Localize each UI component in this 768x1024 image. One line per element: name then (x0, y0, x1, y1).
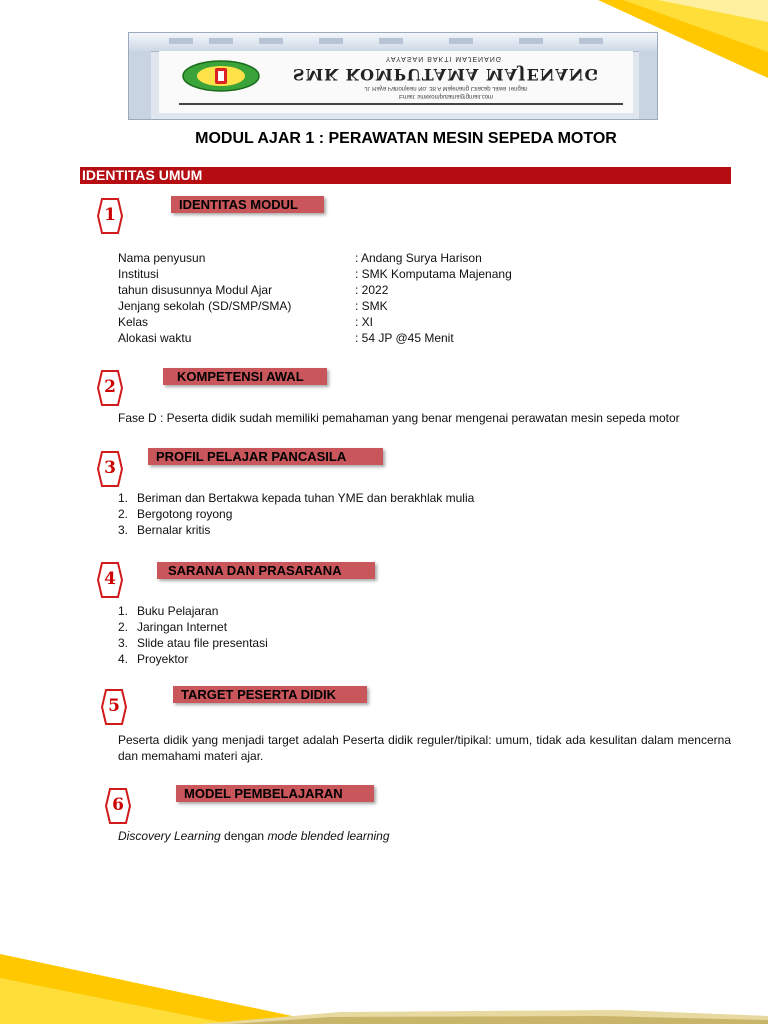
letterhead-rule (179, 103, 623, 105)
target-peserta-text: Peserta didik yang menjadi target adalah Peserta didik reguler/tipikal: umum, tidak ada kesulitan dalam mencerna dan memahami materi ajar. (118, 733, 731, 763)
field-label: Alokasi waktu (118, 331, 192, 345)
sarana-list (118, 603, 731, 667)
section-heading-identitas-umum: IDENTITAS UMUM (80, 167, 731, 184)
subheading-kompetensi-awal: KOMPETENSI AWAL (163, 368, 327, 385)
field-row (118, 314, 738, 330)
field-value: : XI (355, 315, 374, 329)
letterhead-paper (159, 51, 633, 113)
list-item: 2. Jaringan Internet (118, 620, 228, 634)
model-pembelajaran-text: Discovery Learning dengan mode blended learning (118, 829, 390, 843)
field-value: : Andang Surya Harison (355, 251, 482, 265)
list-item: 3. Bernalar kritis (118, 523, 211, 537)
profil-pelajar-list (118, 490, 731, 538)
field-label: Jenjang sekolah (SD/SMP/SMA) (118, 299, 292, 313)
subheading-identitas-modul: IDENTITAS MODUL (171, 196, 324, 213)
letterhead-contact: Email: smkkomputama@gmail.com (398, 93, 494, 99)
section-number-badge: 5 (101, 688, 127, 726)
field-row (118, 330, 738, 346)
list-item: 1. Buku Pelajaran (118, 604, 219, 618)
letterhead-foundation: YAYASAN BAKTI MAJENANG (385, 55, 503, 62)
document-title: MODUL AJAR 1 : PERAWATAN MESIN SEPEDA MOTOR (195, 130, 617, 147)
field-value: : 54 JP @45 Menit (355, 331, 454, 345)
section-number-badge: 6 (105, 787, 131, 825)
field-value: : 2022 (355, 283, 389, 297)
word-ribbon (129, 33, 657, 52)
subheading-profil-pelajar: PROFIL PELAJAR PANCASILA (148, 448, 383, 465)
section-number-badge: 3 (97, 450, 123, 488)
letterhead-address: Jl. Raya Pahonjean No. 38 A Majenang Cilacap Jawa Tengah (364, 85, 528, 91)
list-item: 4. Proyektor (118, 652, 189, 666)
section-number-badge: 2 (97, 369, 123, 407)
list-item: 3. Slide atau file presentasi (118, 636, 268, 650)
field-label: Nama penyusun (118, 251, 206, 265)
field-label: Kelas (118, 315, 149, 329)
school-logo (181, 59, 261, 93)
subheading-model-pembelajaran: MODEL PEMBELAJARAN (176, 785, 374, 802)
field-row (118, 250, 738, 266)
field-row (118, 266, 738, 282)
subheading-target-peserta: TARGET PESERTA DIDIK (173, 686, 367, 703)
subheading-sarana-prasarana: SARANA DAN PRASARANA (157, 562, 375, 579)
field-value: : SMK (355, 299, 388, 313)
letterhead-image (128, 32, 658, 120)
field-label: Institusi (118, 267, 159, 281)
kompetensi-awal-text: Fase D : Peserta didik sudah memiliki pemahaman yang benar mengenai perawatan mesin sepeda motor (118, 411, 680, 425)
list-item: 1. Beriman dan Bertakwa kepada tuhan YME dan berakhlak mulia (118, 491, 475, 505)
section-number-badge: 4 (97, 561, 123, 599)
section-number-badge: 1 (97, 197, 123, 235)
list-item: 2. Bergotong royong (118, 507, 233, 521)
field-label: tahun disusunnya Modul Ajar (118, 283, 273, 297)
field-row (118, 298, 738, 314)
field-value: : SMK Komputama Majenang (355, 267, 512, 281)
corner-decoration-bottom (0, 954, 768, 1024)
letterhead-school-name: SMK KOMPUTAMA MAJENANG (292, 65, 600, 84)
field-row (118, 282, 738, 298)
